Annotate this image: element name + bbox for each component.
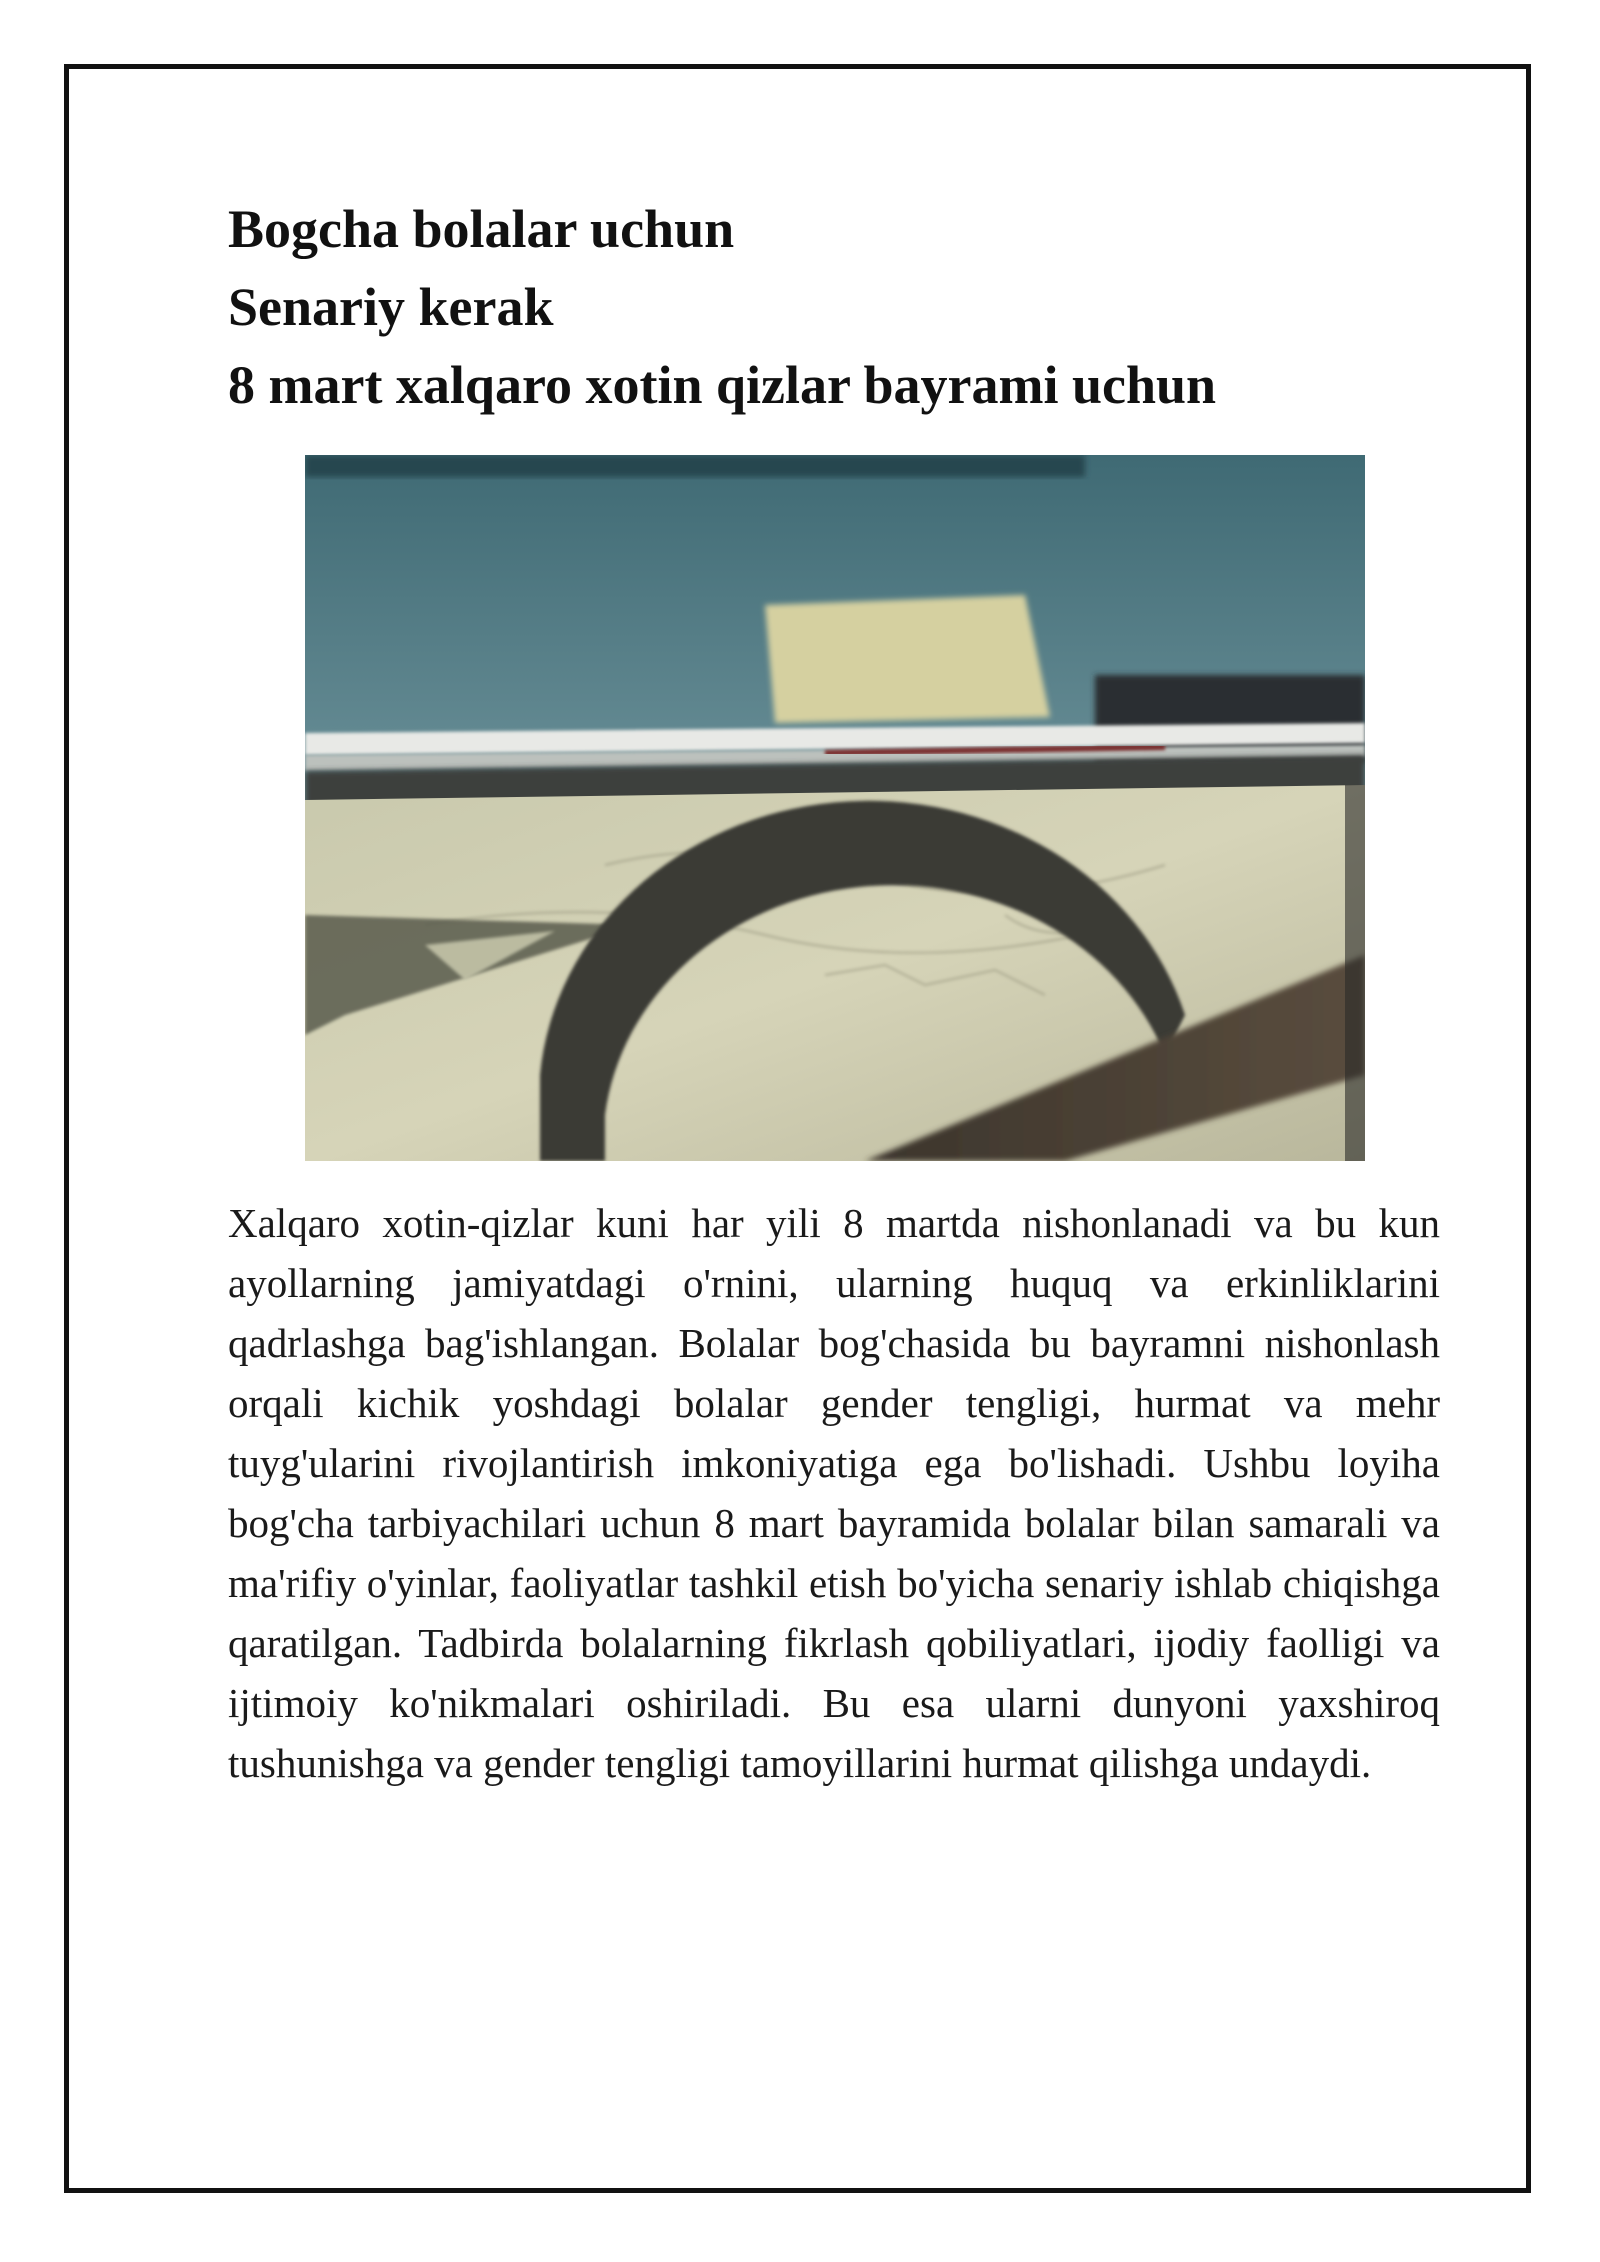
title-line-2: Senariy kerak: [228, 277, 554, 337]
title-line-1: Bogcha bolalar uchun: [228, 199, 735, 259]
document-title: [228, 190, 1428, 424]
title-line-3: 8 mart xalqaro xotin qizlar bayrami uchun: [228, 355, 1217, 415]
body-paragraph: Xalqaro xotin-qizlar kuni har yili 8 martda nishonlanadi va bu kun ayollarning jamiyatdagi o'rnini, ularning huquq va erkinliklarini qadrlashga bag'ishlangan. Bolalar bog'chasida bu bayramni nishonlash orqali kichik yoshdagi bolalar gender tengligi, hurmat va mehr tuyg'ularini rivojlantirish imkoniyatiga ega bo'lishadi. Ushbu loyiha bog'cha tarbiyachilari uchun 8 mart bayramida bolalar bilan samarali va ma'rifiy o'yinlar, faoliyatlar tashkil etish bo'yicha senariy ishlab chiqishga qaratilgan. Tadbirda bolalarning fikrlash qobiliyatlari, ijodiy faolligi va ijtimoiy ko'nikmalari oshiriladi. Bu esa ularni dunyoni yaxshiroq tushunishga va gender tengligi tamoyillarini hurmat qilishga undaydi.: [228, 1200, 1440, 1786]
drafting-desk-photo-icon: [305, 455, 1365, 1161]
